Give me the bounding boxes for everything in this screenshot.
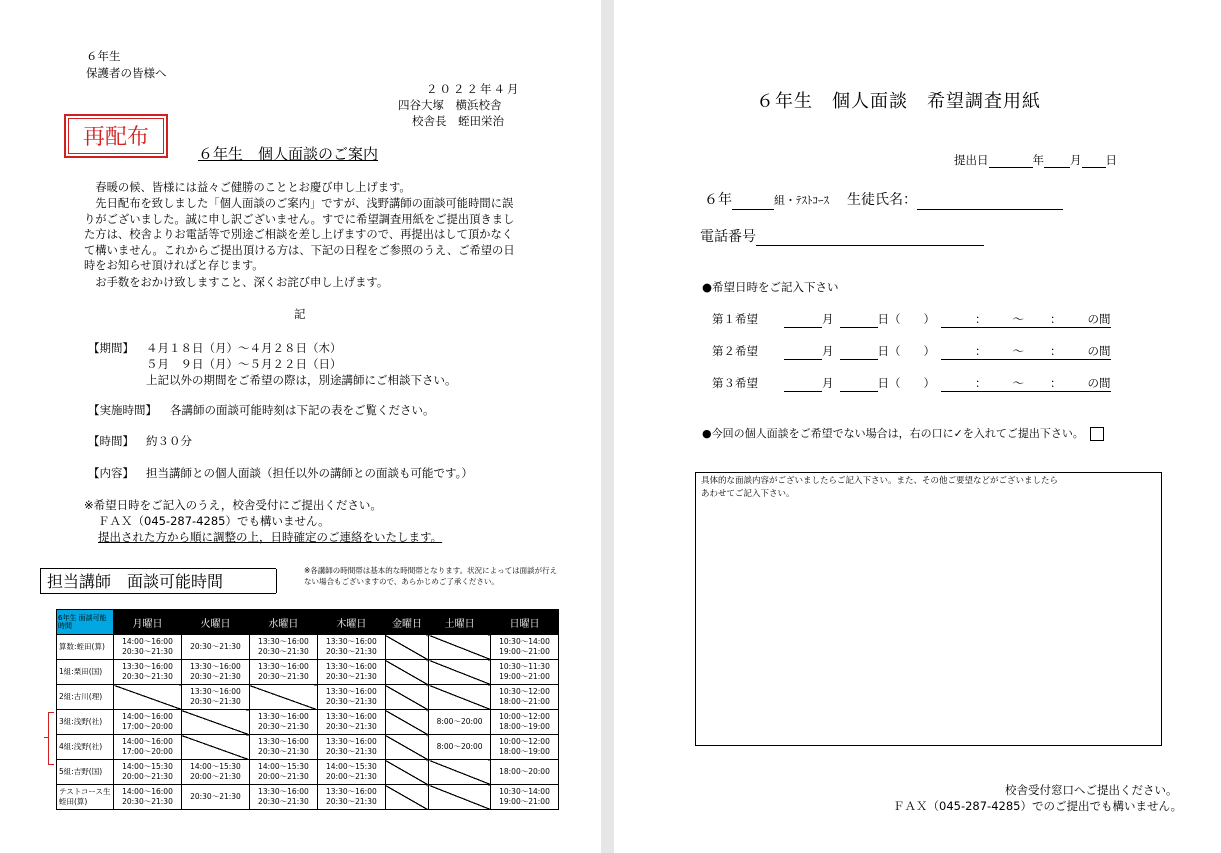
unavailable-cell	[429, 685, 491, 710]
submit-date-label: 提出日	[954, 153, 989, 167]
body-para-3: お手数をおかけ致しますこと、深くお詫び申し上げます。	[84, 276, 389, 289]
wish-label: 第１希望	[712, 312, 758, 326]
wish-day-unit: 日（ ）	[877, 312, 935, 326]
time-cell: 14:00～15:30 20:00～21:30	[317, 760, 385, 785]
wish-colon: ：	[1050, 344, 1062, 358]
time-cell: 13:30～16:00 20:30～21:30	[114, 660, 182, 685]
wish-time-field[interactable]	[941, 312, 1111, 328]
wish-row	[712, 376, 1111, 392]
wish-day-field[interactable]	[840, 378, 878, 392]
footer-fax: ＦＡＸ（045-287-4285）でのご提出でも構いません。	[893, 799, 1183, 813]
unavailable-cell	[385, 635, 428, 660]
sender-name: 校舎長 蛭田栄治	[412, 114, 504, 128]
teacher-cell: 算数:蛭田(算)	[57, 635, 114, 660]
body-para-2: 先日配布を致しました「個人面談のご案内」ですが、浅野講師の面談可能時間に誤りがございました。誠に申し訳ございません。すでに希望調査用紙をご提出頂きました方は、校舎よりお電話等で別途ご相談を差し上げますので、再提出はして頂かなくて構いません。これからご提出頂ける方は、下記の日程をご参照のうえ、ご希望の日時をお知らせ頂ければと存じます。	[84, 197, 515, 273]
day-header: 日曜日	[490, 610, 558, 635]
time-cell: 10:00～12:00 18:00～19:00	[490, 710, 558, 735]
form-title: ６年生 個人面談 希望調査用紙	[756, 91, 1041, 112]
wish-between: の間	[1087, 312, 1111, 326]
wish-tilde: ～	[1012, 312, 1024, 326]
time-cell: 10:30～14:00 19:00～21:00	[490, 635, 558, 660]
wish-day-unit: 日（ ）	[877, 344, 935, 358]
wish-time-field[interactable]	[941, 344, 1111, 360]
time-cell: 14:00～16:00 20:30～21:30	[114, 635, 182, 660]
time-cell: 13:30～16:00 20:30～21:30	[317, 735, 385, 760]
time-cell: 13:30～16:00 20:30～21:30	[249, 635, 317, 660]
note-submit: ※希望日時をご記入のうえ，校舎受付にご提出ください。	[84, 498, 382, 512]
time-cell: 14:00～15:30 20:00～21:30	[181, 760, 249, 785]
time-cell: 13:30～16:00 20:30～21:30	[181, 685, 249, 710]
wish-day-unit: 日（ ）	[877, 376, 935, 390]
day-header: 木曜日	[317, 610, 385, 635]
time-cell: 13:30～16:00 20:30～21:30	[249, 735, 317, 760]
comment-line-2: あわせてご記入下さい。	[701, 489, 795, 499]
class-field[interactable]	[732, 193, 774, 210]
time-cell: 14:00～16:00 17:00～20:00	[114, 735, 182, 760]
wish-label: 第２希望	[712, 344, 758, 358]
time-cell: 10:30～11:30 19:00～21:00	[490, 660, 558, 685]
time-cell: 14:00～16:00 17:00～20:00	[114, 710, 182, 735]
time-cell: 10:00～12:00 18:00～19:00	[490, 735, 558, 760]
note-confirm: 提出された方から順に調整の上，日時確定のご連絡をいたします。	[98, 530, 443, 544]
recipient-parents: 保護者の皆様へ	[86, 66, 167, 80]
table-corner: 6年生 面談可能時間	[57, 610, 114, 635]
impl-text: 各講師の面談可能時刻は下記の表をご覧ください。	[170, 403, 435, 417]
wish-colon: ：	[1050, 312, 1062, 326]
table-row	[57, 685, 559, 710]
time-cell: 10:30～14:00 19:00～21:00	[490, 785, 558, 810]
day-header: 月曜日	[114, 610, 182, 635]
time-cell: 14:00～15:30 20:00～21:30	[249, 760, 317, 785]
decline-checkbox[interactable]	[1090, 427, 1104, 441]
time-cell: 13:30～16:00 20:30～21:30	[317, 685, 385, 710]
redistribution-stamp	[64, 114, 168, 158]
letter-title: ６年生 個人面談のご案内	[198, 145, 379, 163]
schedule-table	[56, 609, 559, 810]
submit-month-unit: 月	[1070, 153, 1082, 167]
content-text: 担当講師との個人面談（担任以外の講師との面談も可能です。）	[146, 466, 473, 480]
time-cell: 14:00～16:00 20:30～21:30	[114, 785, 182, 810]
teacher-cell: テストコース生 蛭田(算)	[57, 785, 114, 810]
unavailable-cell	[429, 760, 491, 785]
submit-day-unit: 日	[1105, 153, 1117, 167]
comment-box[interactable]	[695, 472, 1162, 746]
period-note: 上記以外の期間をご希望の際は，別途講師にご相談下さい。	[146, 373, 457, 387]
time-label: 【時間】	[88, 434, 134, 448]
submit-year-field[interactable]	[989, 154, 1033, 168]
teacher-cell: 4組:浅野(社)	[57, 735, 114, 760]
stamp-text: 再配布	[68, 118, 164, 154]
time-cell: 8:00～20:00	[429, 735, 491, 760]
wish-row	[712, 312, 1111, 328]
wish-tilde: ～	[1012, 344, 1024, 358]
wish-between: の間	[1087, 376, 1111, 390]
period-line-1: ４月１８日（月）～４月２８日（木）	[146, 341, 342, 355]
time-cell: 8:00～20:00	[429, 710, 491, 735]
teacher-cell: 1組:栗田(国)	[57, 660, 114, 685]
wish-colon: ：	[975, 344, 987, 358]
phone-field[interactable]	[756, 229, 984, 246]
impl-label: 【実施時間】	[88, 403, 157, 417]
wish-label: 第３希望	[712, 376, 758, 390]
time-cell: 13:30～16:00 20:30～21:30	[317, 785, 385, 810]
table-row	[57, 735, 559, 760]
day-header: 火曜日	[181, 610, 249, 635]
recipient-grade: ６年生	[86, 49, 121, 63]
time-cell: 13:30～16:00 20:30～21:30	[317, 710, 385, 735]
submit-month-field[interactable]	[1044, 154, 1070, 168]
wish-time-field[interactable]	[941, 376, 1111, 392]
unavailable-cell	[385, 685, 428, 710]
day-header: 金曜日	[385, 610, 428, 635]
wish-month-field[interactable]	[784, 378, 822, 392]
time-cell: 18:00～20:00	[490, 760, 558, 785]
body-para-1: 春暖の候、皆様には益々ご健勝のこととお慶び申し上げます。	[84, 181, 411, 194]
unavailable-cell	[385, 660, 428, 685]
bracket-mark	[48, 712, 54, 765]
footer-submit: 校舎受付窓口へご提出ください。	[1005, 783, 1178, 797]
student-name-label: 生徒氏名：	[847, 192, 917, 208]
wish-month-field[interactable]	[784, 314, 822, 328]
unavailable-cell	[429, 785, 491, 810]
schedule-box-title: 担当講師 面談可能時間	[40, 568, 276, 594]
unavailable-cell	[385, 785, 428, 810]
comment-line-1: 具体的な面談内容がございましたらご記入下さい。また、その他ご要望などがございましたら	[701, 476, 1059, 486]
wish-month-unit: 月	[822, 312, 834, 326]
day-header: 土曜日	[429, 610, 491, 635]
wish-between: の間	[1087, 344, 1111, 358]
class-label: 組・ﾃｽﾄｺｰｽ	[774, 194, 829, 207]
time-cell: 13:30～16:00 20:30～21:30	[249, 660, 317, 685]
schedule-small-note: ※各講師の時間帯は基本的な時間帯となります。状況によっては面談が行えない場合もございますので、あらかじめご了承ください。	[304, 566, 558, 586]
unavailable-cell	[385, 735, 428, 760]
time-text: 約３０分	[146, 434, 192, 448]
letter-date: ２０２２年４月	[426, 82, 521, 96]
wish-colon: ：	[975, 312, 987, 326]
teacher-cell: 5組:吉野(国)	[57, 760, 114, 785]
day-header: 水曜日	[249, 610, 317, 635]
unavailable-cell	[181, 710, 249, 735]
time-cell: 13:30～16:00 20:30～21:30	[317, 660, 385, 685]
table-row	[57, 635, 559, 660]
phone-row	[700, 228, 984, 246]
teacher-cell: 3組:浅野(社)	[57, 710, 114, 735]
wish-heading: ●希望日時をご記入下さい	[702, 280, 839, 294]
wish-month-unit: 月	[822, 344, 834, 358]
teacher-cell: 2組:古川(理)	[57, 685, 114, 710]
table-row	[57, 660, 559, 685]
student-name-field[interactable]	[917, 193, 1063, 210]
time-cell: 13:30～16:00 20:30～21:30	[249, 710, 317, 735]
table-row	[57, 785, 559, 810]
wish-month-unit: 月	[822, 376, 834, 390]
unavailable-cell	[249, 685, 317, 710]
table-row	[57, 710, 559, 735]
time-cell: 13:30～16:00 20:30～21:30	[317, 635, 385, 660]
unavailable-cell	[429, 635, 491, 660]
sender-school: 四谷大塚 横浜校舎	[398, 98, 502, 112]
period-line-2: ５月 ９日（月）～５月２２日（日）	[146, 357, 342, 371]
wish-day-field[interactable]	[840, 346, 878, 360]
wish-colon: ：	[975, 376, 987, 390]
unavailable-cell	[385, 760, 428, 785]
phone-label: 電話番号	[700, 229, 756, 245]
decline-row	[702, 426, 1104, 441]
time-cell: 14:00～15:30 20:00～21:30	[114, 760, 182, 785]
decline-text: ●今回の個人面談をご希望でない場合は，右の口に✓を入れてご提出下さい。	[702, 427, 1084, 440]
wish-colon: ：	[1050, 376, 1062, 390]
time-cell: 20:30～21:30	[181, 785, 249, 810]
content-label: 【内容】	[88, 466, 134, 480]
table-row	[57, 760, 559, 785]
time-cell: 13:30～16:00 20:30～21:30	[249, 785, 317, 810]
student-row	[704, 191, 1063, 210]
time-cell: 10:30～12:00 18:00～21:00	[490, 685, 558, 710]
note-fax: ＦＡＸ（045-287-4285）でも構いません。	[98, 514, 330, 528]
submit-day-field[interactable]	[1082, 154, 1106, 168]
unavailable-cell	[429, 660, 491, 685]
submit-year-unit: 年	[1032, 153, 1044, 167]
unavailable-cell	[385, 710, 428, 735]
ki-mark: 記	[294, 307, 306, 321]
unavailable-cell	[181, 735, 249, 760]
time-cell: 20:30～21:30	[181, 635, 249, 660]
wish-tilde: ～	[1012, 376, 1024, 390]
wish-row	[712, 344, 1111, 360]
wish-day-field[interactable]	[840, 314, 878, 328]
period-label: 【期間】	[88, 341, 134, 355]
submit-date-row	[954, 153, 1117, 168]
unavailable-cell	[114, 685, 182, 710]
time-cell: 13:30～16:00 20:30～21:30	[181, 660, 249, 685]
grade-label: ６年	[704, 192, 732, 208]
wish-month-field[interactable]	[784, 346, 822, 360]
